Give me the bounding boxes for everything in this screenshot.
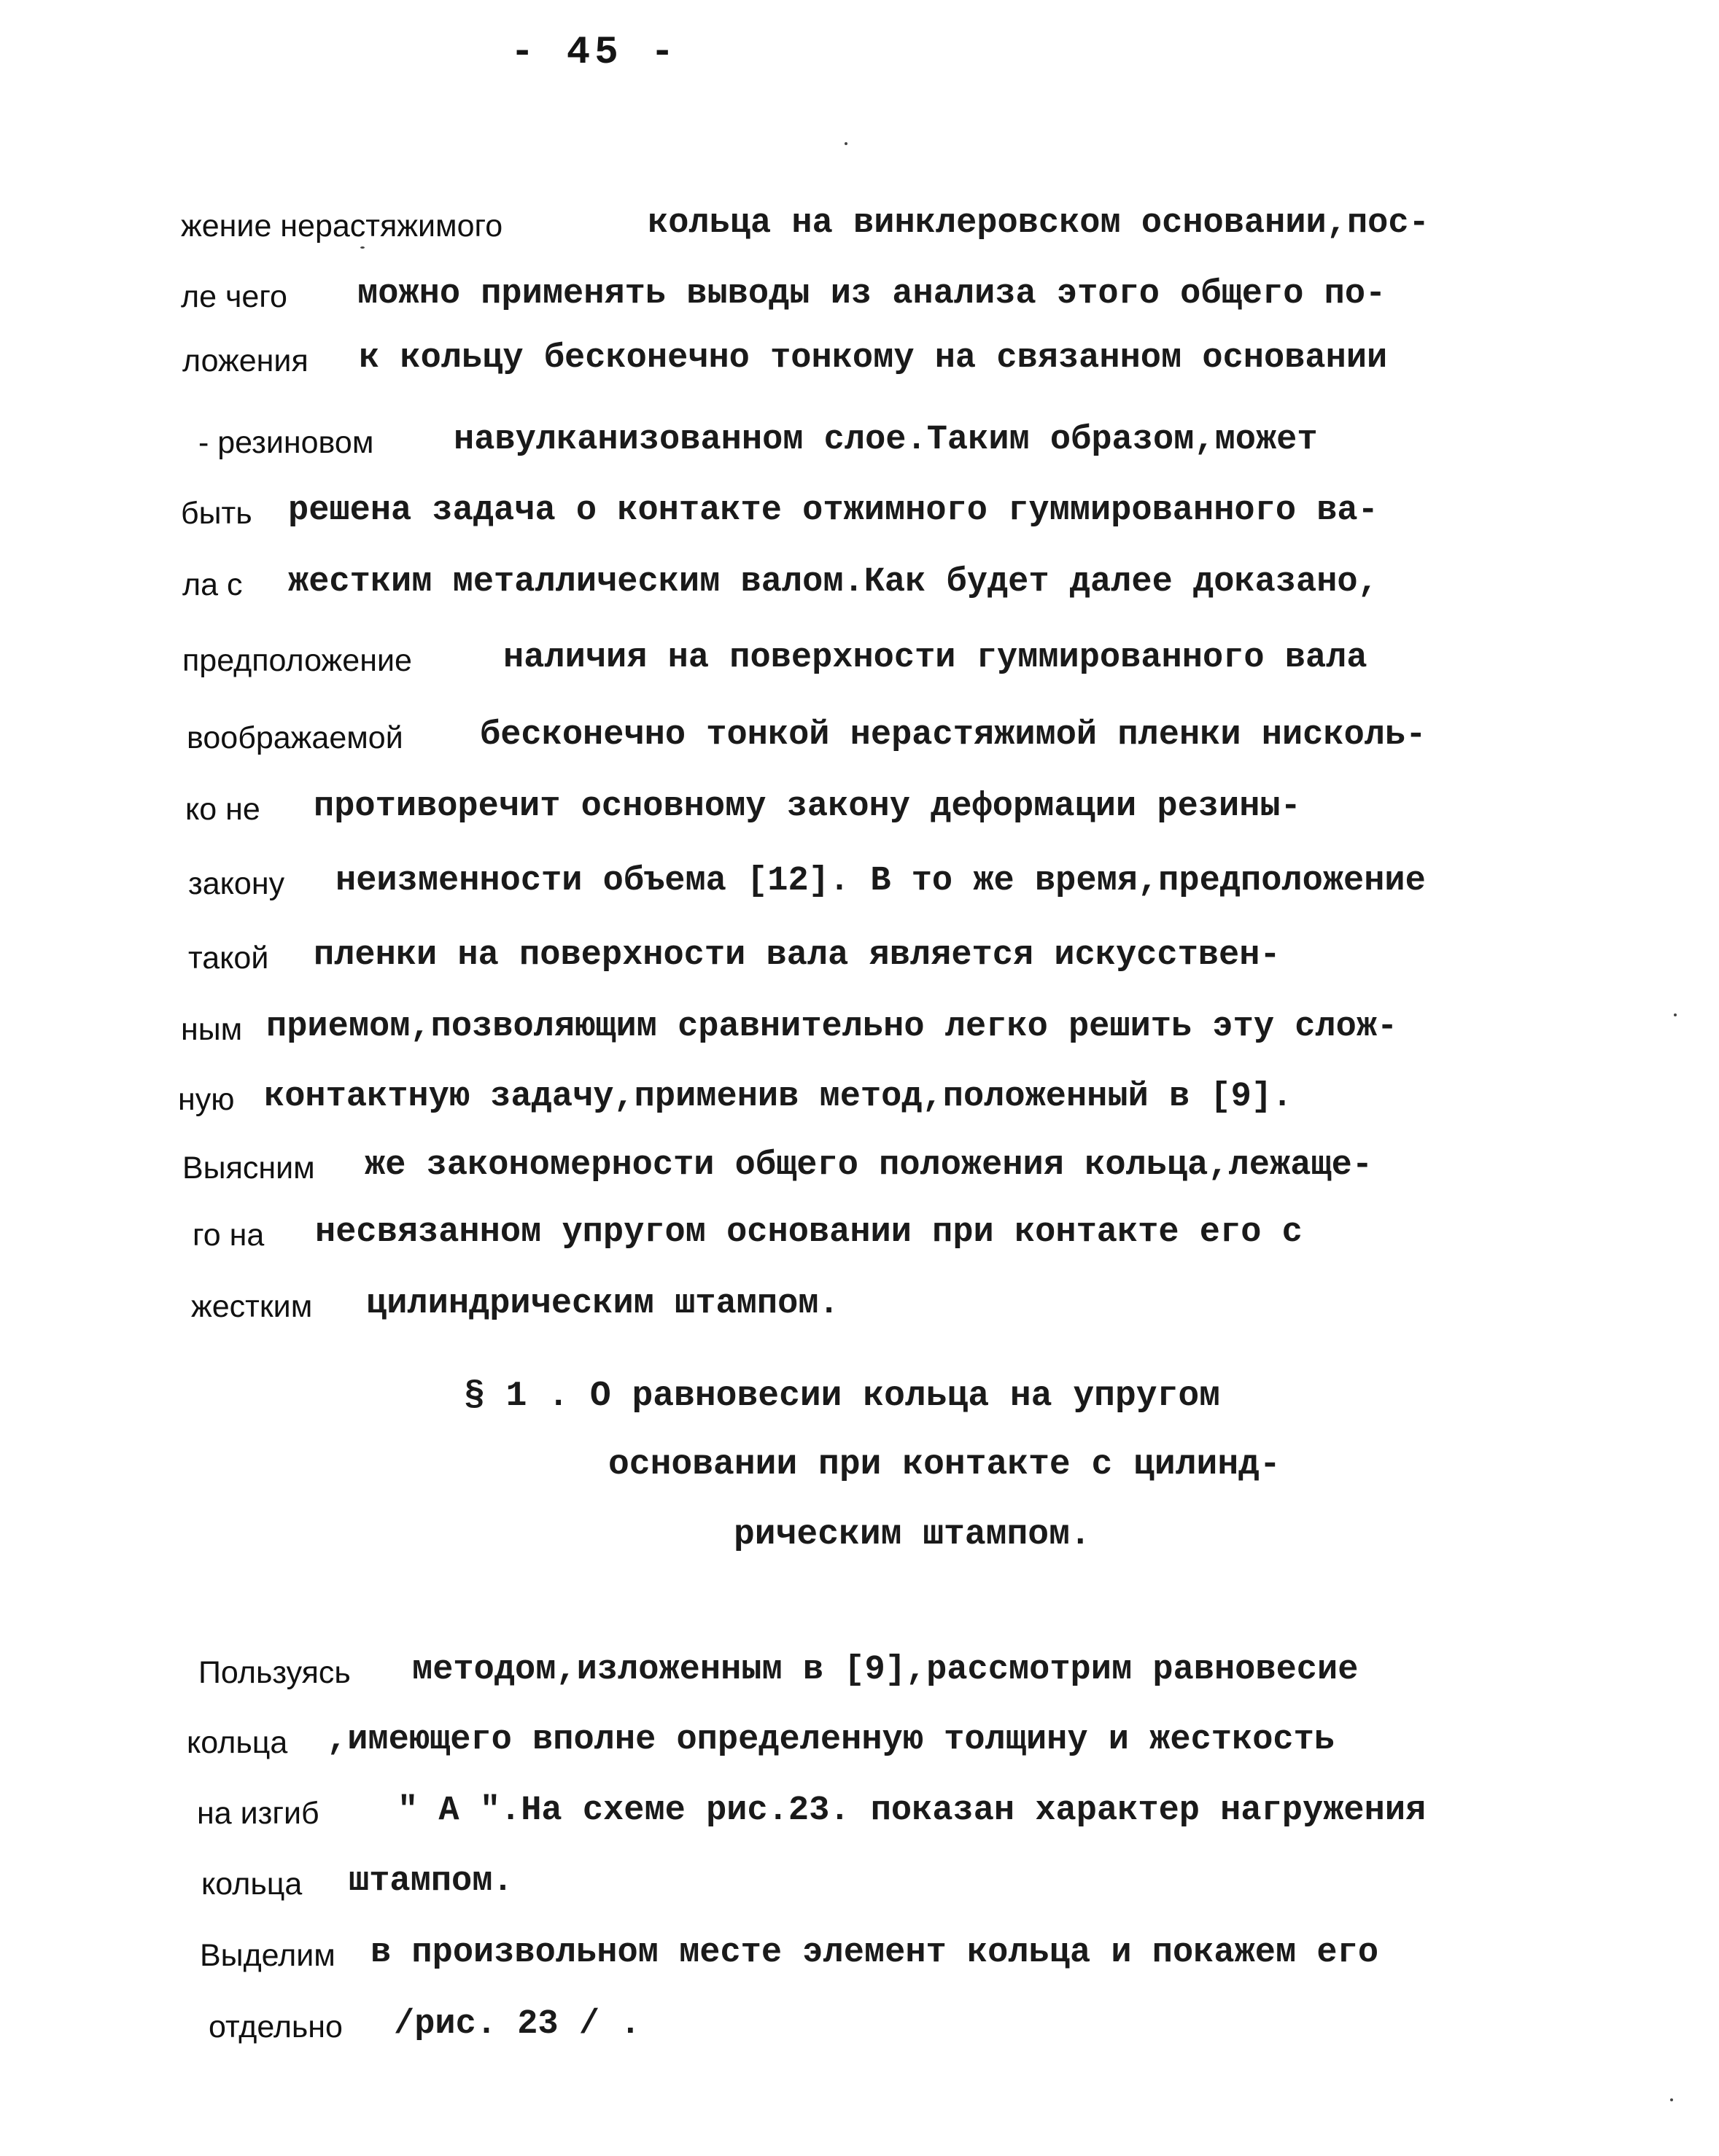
text-line — [0, 412, 1719, 463]
line-prefix: жестким — [191, 1289, 313, 1324]
line-prefix: закону — [188, 866, 285, 901]
line-text: в произвольном месте элемент кольца и покажем его — [370, 1934, 1379, 1972]
scan-speck — [360, 246, 365, 249]
text-line — [0, 1069, 1719, 1120]
section-title-line-3: рическим штампом. — [734, 1515, 1091, 1554]
line-prefix: ко не — [185, 792, 260, 827]
section-title-line-1: § 1 . О равновесии кольца на упругом — [464, 1377, 1220, 1416]
line-prefix: ным — [181, 1012, 243, 1047]
scan-speck — [1674, 1013, 1677, 1016]
line-text: методом,изложенным в [9],рассмотрим равновесие — [412, 1651, 1359, 1689]
text-line — [0, 1642, 1719, 1693]
text-line — [0, 927, 1719, 978]
line-text: жестким металлическим валом.Как будет далее доказано, — [288, 563, 1378, 602]
text-line — [0, 779, 1719, 830]
text-line — [0, 1783, 1719, 1834]
text-line — [0, 1712, 1719, 1763]
line-text: штампом. — [349, 1862, 513, 1901]
text-line — [0, 483, 1719, 534]
line-text: приемом,позволяющим сравнительно легко решить эту слож- — [266, 1008, 1398, 1046]
line-text: навулканизованном слое.Таким образом,может — [454, 421, 1318, 459]
line-prefix: предположение — [182, 643, 412, 678]
line-text: к кольцу бесконечно тонкому на связанном основании — [359, 339, 1388, 378]
text-line — [0, 1137, 1719, 1188]
text-line — [0, 1205, 1719, 1256]
line-prefix: кольца — [187, 1725, 288, 1760]
line-prefix: го на — [193, 1218, 265, 1253]
text-line — [0, 1996, 1719, 2047]
line-text: " А ".На схеме рис.23. показан характер нагружения — [397, 1791, 1427, 1830]
line-prefix: Выясним — [182, 1151, 315, 1186]
line-prefix: на изгиб — [197, 1796, 319, 1831]
text-line — [0, 853, 1719, 904]
line-text: пленки на поверхности вала является искусствен- — [314, 936, 1281, 975]
line-prefix: ную — [178, 1082, 235, 1117]
text-line — [0, 1853, 1719, 1904]
line-text: ,имеющего вполне определенную толщину и жесткость — [327, 1721, 1335, 1759]
line-text: наличия на поверхности гуммированного вала — [503, 639, 1367, 677]
line-prefix: такой — [188, 941, 269, 976]
text-line — [0, 999, 1719, 1050]
line-text: бесконечно тонкой нерастяжимой пленки нисколь- — [480, 716, 1427, 755]
line-prefix: кольца — [201, 1867, 303, 1902]
line-prefix: отдельно — [209, 2009, 343, 2044]
line-text: /рис. 23 / . — [394, 2005, 641, 2044]
line-text: контактную задачу,применив метод,положенный в [9]. — [264, 1078, 1293, 1116]
line-text: противоречит основному закону деформации резины- — [314, 787, 1301, 826]
scan-speck — [1670, 2098, 1673, 2101]
text-line — [0, 630, 1719, 681]
line-text: неизменности объема [12]. В то же время,предположение — [335, 862, 1426, 900]
line-prefix: Пользуясь — [198, 1655, 351, 1690]
text-line — [0, 707, 1719, 758]
line-text: кольца на винклеровском основании,пос- — [648, 204, 1429, 243]
text-line — [0, 195, 1719, 246]
scan-speck — [845, 142, 847, 145]
line-prefix: ле чего — [181, 279, 287, 314]
text-line — [0, 1925, 1719, 1976]
page-number: - 45 - — [511, 31, 679, 75]
line-prefix: быть — [181, 496, 252, 531]
line-prefix: Выделим — [200, 1938, 335, 1973]
text-line — [0, 266, 1719, 317]
line-text: цилиндрическим штампом. — [366, 1285, 839, 1323]
line-text: несвязанном упругом основании при контакте его с — [315, 1213, 1303, 1252]
line-prefix: - резиновом — [198, 425, 374, 460]
section-title-line-2: основании при контакте с цилинд- — [608, 1445, 1281, 1484]
text-line — [0, 554, 1719, 605]
line-text: же закономерности общего положения кольца,лежаще- — [365, 1146, 1373, 1185]
line-prefix: жение нерастяжимого — [181, 209, 503, 244]
text-line — [0, 1276, 1719, 1327]
line-text: можно применять выводы из анализа этого общего по- — [357, 275, 1386, 314]
line-prefix: ла с — [182, 567, 243, 602]
line-prefix: воображаемой — [187, 720, 403, 755]
text-line — [0, 330, 1719, 381]
line-text: решена задача о контакте отжимного гуммированного ва- — [288, 491, 1378, 530]
line-prefix: ложения — [182, 343, 309, 378]
